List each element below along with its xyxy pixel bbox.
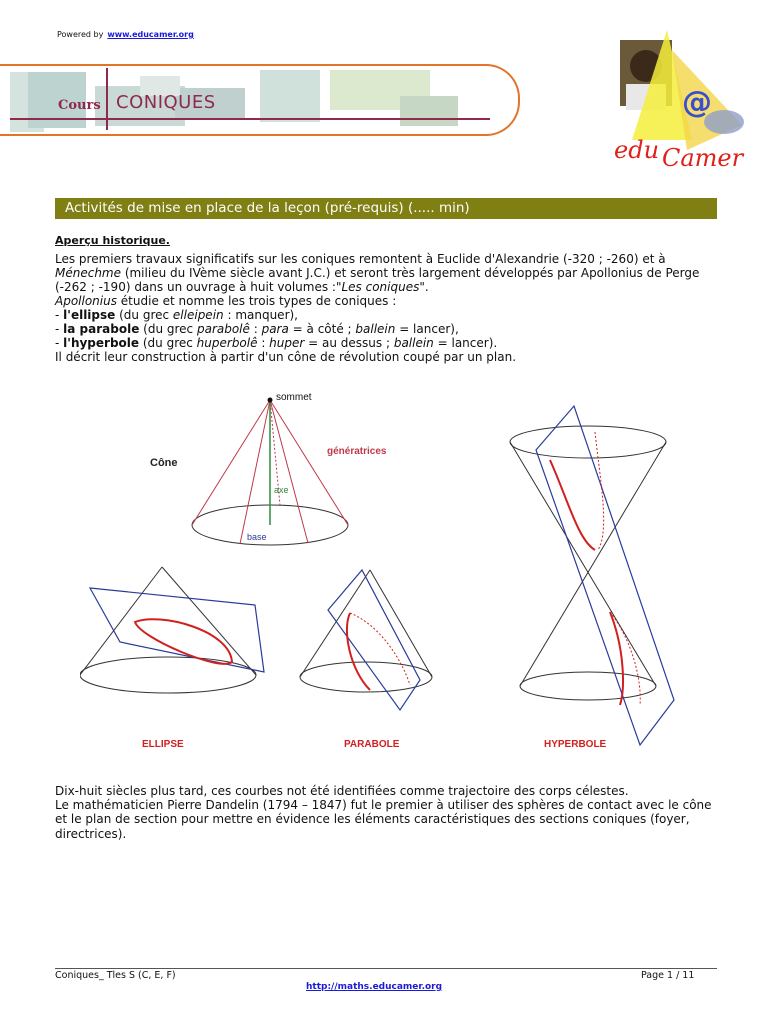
hyperbola-diagram (510, 406, 674, 745)
cone-diagram (192, 398, 348, 546)
label-generatrices: génératrices (327, 446, 387, 457)
footer-page-number: Page 1 / 11 (641, 970, 695, 981)
label-ellipse: ELLIPSE (142, 739, 184, 750)
page-title: CONIQUES (116, 92, 216, 113)
powered-label: Powered by (57, 30, 104, 39)
educamer-logo (612, 30, 748, 172)
ellipse-diagram (80, 567, 264, 693)
cours-label: Cours (58, 98, 101, 113)
footer-divider (55, 968, 717, 969)
parabola-diagram (300, 570, 432, 710)
label-axe: axe (274, 485, 289, 495)
label-sommet: sommet (276, 392, 312, 403)
history-paragraph-2: Le mathématicien Pierre Dandelin (1794 – 1847) fut le premier à utiliser des sphères de contact avec le cône et le plan de section pour mettre en évidence les éléments caractéristiques des sections coniques (foyer, directrices). (55, 798, 712, 841)
powered-link[interactable]: www.educamer.org (107, 30, 194, 39)
conic-sections-figure (80, 380, 750, 760)
title-banner (0, 64, 520, 136)
label-base: base (247, 532, 267, 542)
footer-link[interactable]: http://maths.educamer.org (306, 982, 443, 992)
label-parabole: PARABOLE (344, 739, 400, 750)
history-paragraph-1: Dix-huit siècles plus tard, ces courbes not été identifiées comme trajectoire des corps célestes. (55, 784, 629, 798)
powered-by (57, 30, 194, 39)
section-header: Activités de mise en place de la leçon (pré-requis) (..... min) (55, 198, 717, 219)
label-hyperbole: HYPERBOLE (544, 739, 607, 750)
footer-course: Coniques_ Tles S (C, E, F) (55, 970, 176, 981)
history-text-2 (55, 784, 715, 841)
label-cone: Cône (150, 457, 178, 469)
history-text: Les premiers travaux significatifs sur les coniques remontent à Euclide d'Alexandrie (-320 ; -260) et à Ménechme (milieu du IVème siècle avant J.C.) et seront très largement développés par Apollonius de Perge (-262 ; -190) dans un ouvrage à huit volumes :"Les coniques". Apollonius étudie et nomme les trois types de coniques : - l'ellipse (du grec elleipein : manquer), - la parabole (du grec parabolê : para = à côté ; ballein = lancer), - l'hyperbole (du grec huperbolê : huper = au dessus ; ballein = lancer). Il décrit leur construction à partir d'un cône de révolution coupé par un plan. (55, 252, 700, 364)
history-heading: Aperçu historique. (55, 234, 170, 247)
logo-camer: Camer (662, 144, 744, 172)
logo-edu: edu (614, 136, 660, 164)
svg-text:@: @ (682, 85, 712, 120)
